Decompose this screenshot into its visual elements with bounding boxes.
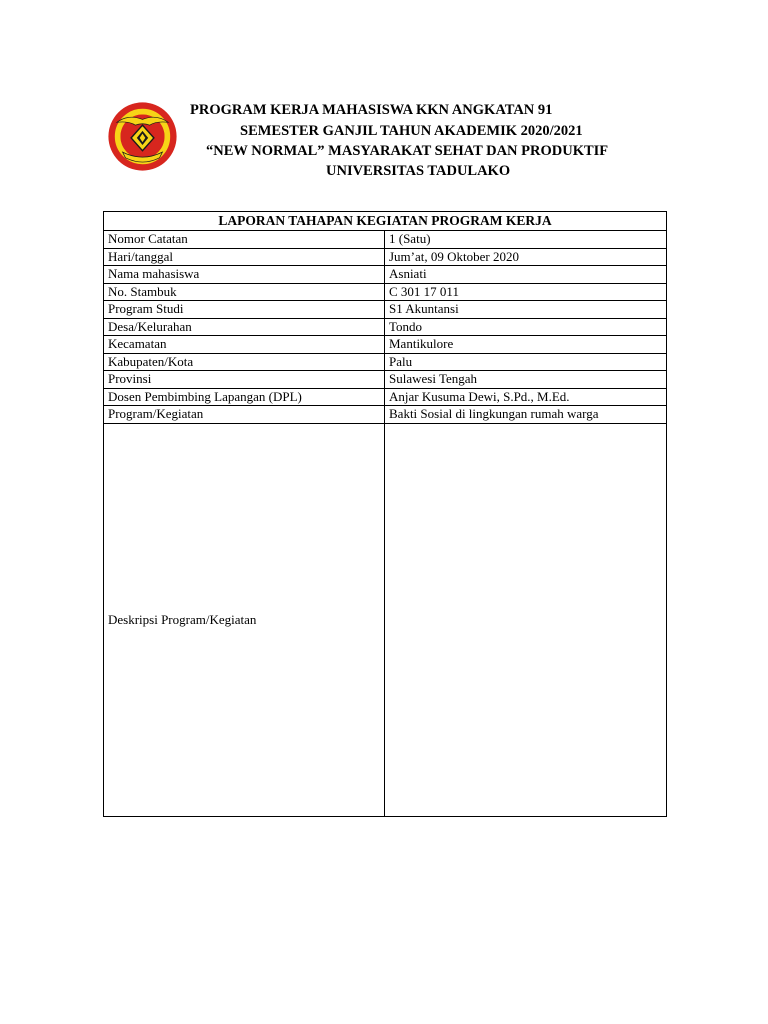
table-row (104, 248, 667, 266)
row-value: Asniati (385, 266, 667, 284)
row-label: Nama mahasiswa (104, 266, 385, 284)
row-label: Kecamatan (104, 336, 385, 354)
row-label: Nomor Catatan (104, 231, 385, 249)
university-emblem-logo (107, 101, 178, 172)
report-title: LAPORAN TAHAPAN KEGIATAN PROGRAM KERJA (104, 212, 667, 231)
header-line-4: UNIVERSITAS TADULAKO (326, 163, 511, 179)
table-row (104, 406, 667, 424)
table-row (104, 266, 667, 284)
report-title-row (104, 212, 667, 231)
row-value: Bakti Sosial di lingkungan rumah warga (385, 406, 667, 424)
row-value: Jum’at, 09 Oktober 2020 (385, 248, 667, 266)
row-label: No. Stambuk (104, 283, 385, 301)
row-value: Anjar Kusuma Dewi, S.Pd., M.Ed. (385, 388, 667, 406)
row-label: Hari/tanggal (104, 248, 385, 266)
header-line-2: SEMESTER GANJIL TAHUN AKADEMIK 2020/2021 (240, 123, 583, 139)
table-row (104, 388, 667, 406)
row-label: Kabupaten/Kota (104, 353, 385, 371)
table-row (104, 231, 667, 249)
row-label: Program Studi (104, 301, 385, 319)
table-row (104, 353, 667, 371)
row-value: Palu (385, 353, 667, 371)
row-value: Tondo (385, 318, 667, 336)
row-label: Dosen Pembimbing Lapangan (DPL) (104, 388, 385, 406)
row-value: 1 (Satu) (385, 231, 667, 249)
row-label: Provinsi (104, 371, 385, 389)
table-row (104, 318, 667, 336)
row-label: Program/Kegiatan (104, 406, 385, 424)
table-row (104, 371, 667, 389)
description-row (104, 423, 667, 816)
row-value: C 301 17 011 (385, 283, 667, 301)
row-value: Mantikulore (385, 336, 667, 354)
table-row (104, 301, 667, 319)
report-table (103, 211, 667, 817)
header-line-1: PROGRAM KERJA MAHASISWA KKN ANGKATAN 91 (190, 102, 553, 118)
description-value (385, 423, 667, 816)
header-line-3: “NEW NORMAL” MASYARAKAT SEHAT DAN PRODUKTIF (206, 143, 609, 159)
table-row (104, 336, 667, 354)
description-label: Deskripsi Program/Kegiatan (104, 423, 385, 816)
table-row (104, 283, 667, 301)
row-label: Desa/Kelurahan (104, 318, 385, 336)
row-value: S1 Akuntansi (385, 301, 667, 319)
row-value: Sulawesi Tengah (385, 371, 667, 389)
